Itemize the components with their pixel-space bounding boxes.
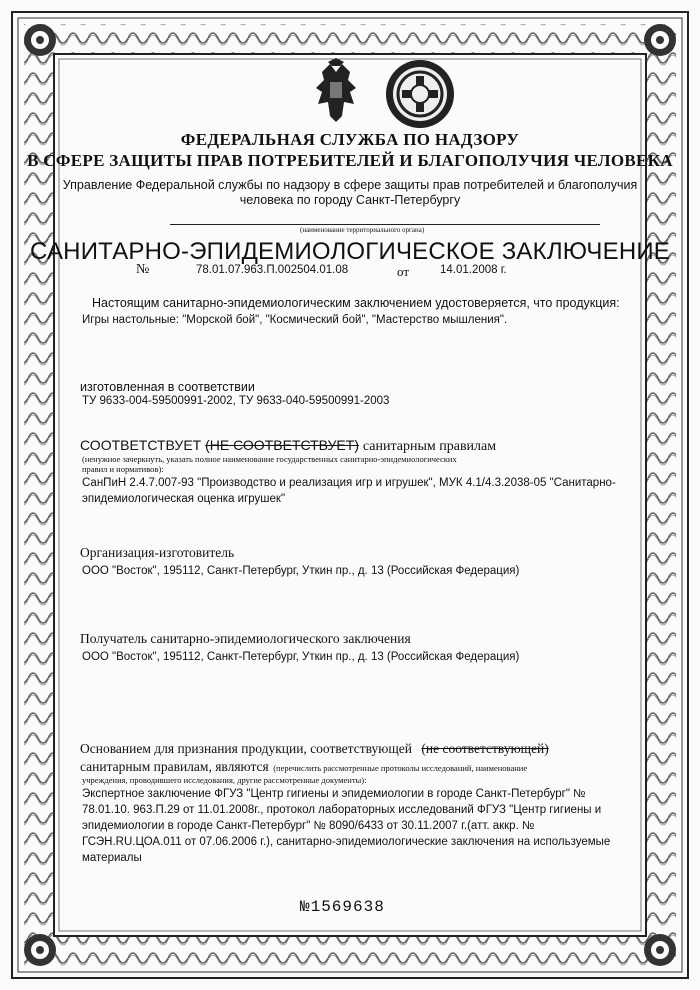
basis-text: Основанием для признания продукции, соответствующей	[80, 741, 412, 756]
manufactured-value: ТУ 9633-004-59500991-2002, ТУ 9633-040-59500991-2003	[82, 395, 390, 407]
rules-label: санитарным правилам	[362, 439, 497, 454]
divider-line	[170, 224, 600, 225]
office-name-line1: Управление Федеральной службы по надзору в сфере защиты прав потребителей и благополучия	[62, 178, 638, 192]
manufactured-label: изготовленная в соответствии	[80, 380, 255, 394]
not-conforms-label: (НЕ СООТВЕТСТВУЕТ)	[205, 437, 359, 453]
basis-note-1: (перечислить рассмотренные протоколы исследований, наименование	[273, 763, 528, 773]
compliance-note-2: правил и нормативов):	[82, 464, 164, 474]
recipient-label: Получатель санитарно-эпидемиологического заключения	[80, 631, 411, 646]
basis-value-5: материалы	[82, 852, 142, 864]
product-intro: Настоящим санитарно-эпидемиологическим заключением удостоверяется, что продукция:	[92, 296, 620, 310]
manufacturer-label: Организация-изготовитель	[80, 545, 235, 560]
basis-value-2: 78.01.10. 963.П.29 от 11.01.2008г., протокол лабораторных исследований ФГУЗ "Центр гигиены и	[82, 804, 602, 816]
conclusion-number: 78.01.07.963.П.002504.01.08	[196, 264, 349, 276]
recipient-value: ООО "Восток", 195112, Санкт-Петербург, Уткин пр., д. 13 (Российская Федерация)	[82, 651, 520, 663]
manufacturer-value: ООО "Восток", 195112, Санкт-Петербург, Уткин пр., д. 13 (Российская Федерация)	[82, 565, 520, 577]
conforms-label: СООТВЕТСТВУЕТ	[80, 437, 202, 453]
basis-line-1	[80, 741, 549, 757]
from-label: от	[397, 264, 410, 279]
basis-value-3: эпидемиологии в городе Санкт-Петербург" № 8090/6433 от 30.11.2007 г.(атт. аккр. №	[82, 820, 535, 832]
conclusion-date: 14.01.2008 г.	[440, 264, 507, 276]
compliance-rules-1: СанПиН 2.4.7.007-93 "Производство и реализация игр и игрушек", МУК 4.1/4.3.2038-05 "Санитарно-	[82, 477, 616, 489]
compliance-rules-2: эпидемиологическая оценка игрушек"	[82, 493, 286, 505]
office-name-line2: человека по городу Санкт-Петербургу	[239, 193, 461, 207]
serial-number: №1569638	[300, 898, 385, 916]
basis-rules-text: санитарным правилам, являются	[80, 759, 269, 774]
document-title: САНИТАРНО-ЭПИДЕМИОЛОГИЧЕСКОЕ ЗАКЛЮЧЕНИЕ	[29, 238, 671, 265]
agency-title-line2: В СФЕРЕ ЗАЩИТЫ ПРАВ ПОТРЕБИТЕЛЕЙ И БЛАГОПОЛУЧИЯ ЧЕЛОВЕКА	[27, 151, 673, 170]
number-symbol: №	[136, 262, 150, 277]
basis-value-1: Экспертное заключение ФГУЗ "Центр гигиены и эпидемиологии в городе Санкт-Петербург" №	[82, 788, 586, 800]
basis-line-2	[80, 758, 527, 776]
compliance-line	[80, 437, 496, 455]
basis-note-2: учреждения, проводившего исследования, другие рассмотренные документы):	[82, 775, 367, 785]
agency-title-line1: ФЕДЕРАЛЬНАЯ СЛУЖБА ПО НАДЗОРУ	[180, 130, 520, 149]
territorial-caption: (наименование территориального органа)	[300, 226, 425, 234]
product-name: Игры настольные: "Морской бой", "Космический бой", "Мастерство мышления".	[82, 314, 508, 326]
basis-strike: (не соответствующей)	[421, 741, 549, 756]
agency-seal-icon	[386, 60, 454, 128]
emblems	[300, 58, 500, 130]
double-headed-eagle-icon	[316, 58, 356, 122]
compliance-note-1: (ненужное зачеркнуть, указать полное наименование государственных санитарно-эпидемиологических	[82, 454, 457, 464]
basis-value-4: ГСЭН.RU.ЦОА.011 от 07.06.2006 г.), санитарно-эпидемиологические заключения на используемые	[82, 836, 611, 848]
